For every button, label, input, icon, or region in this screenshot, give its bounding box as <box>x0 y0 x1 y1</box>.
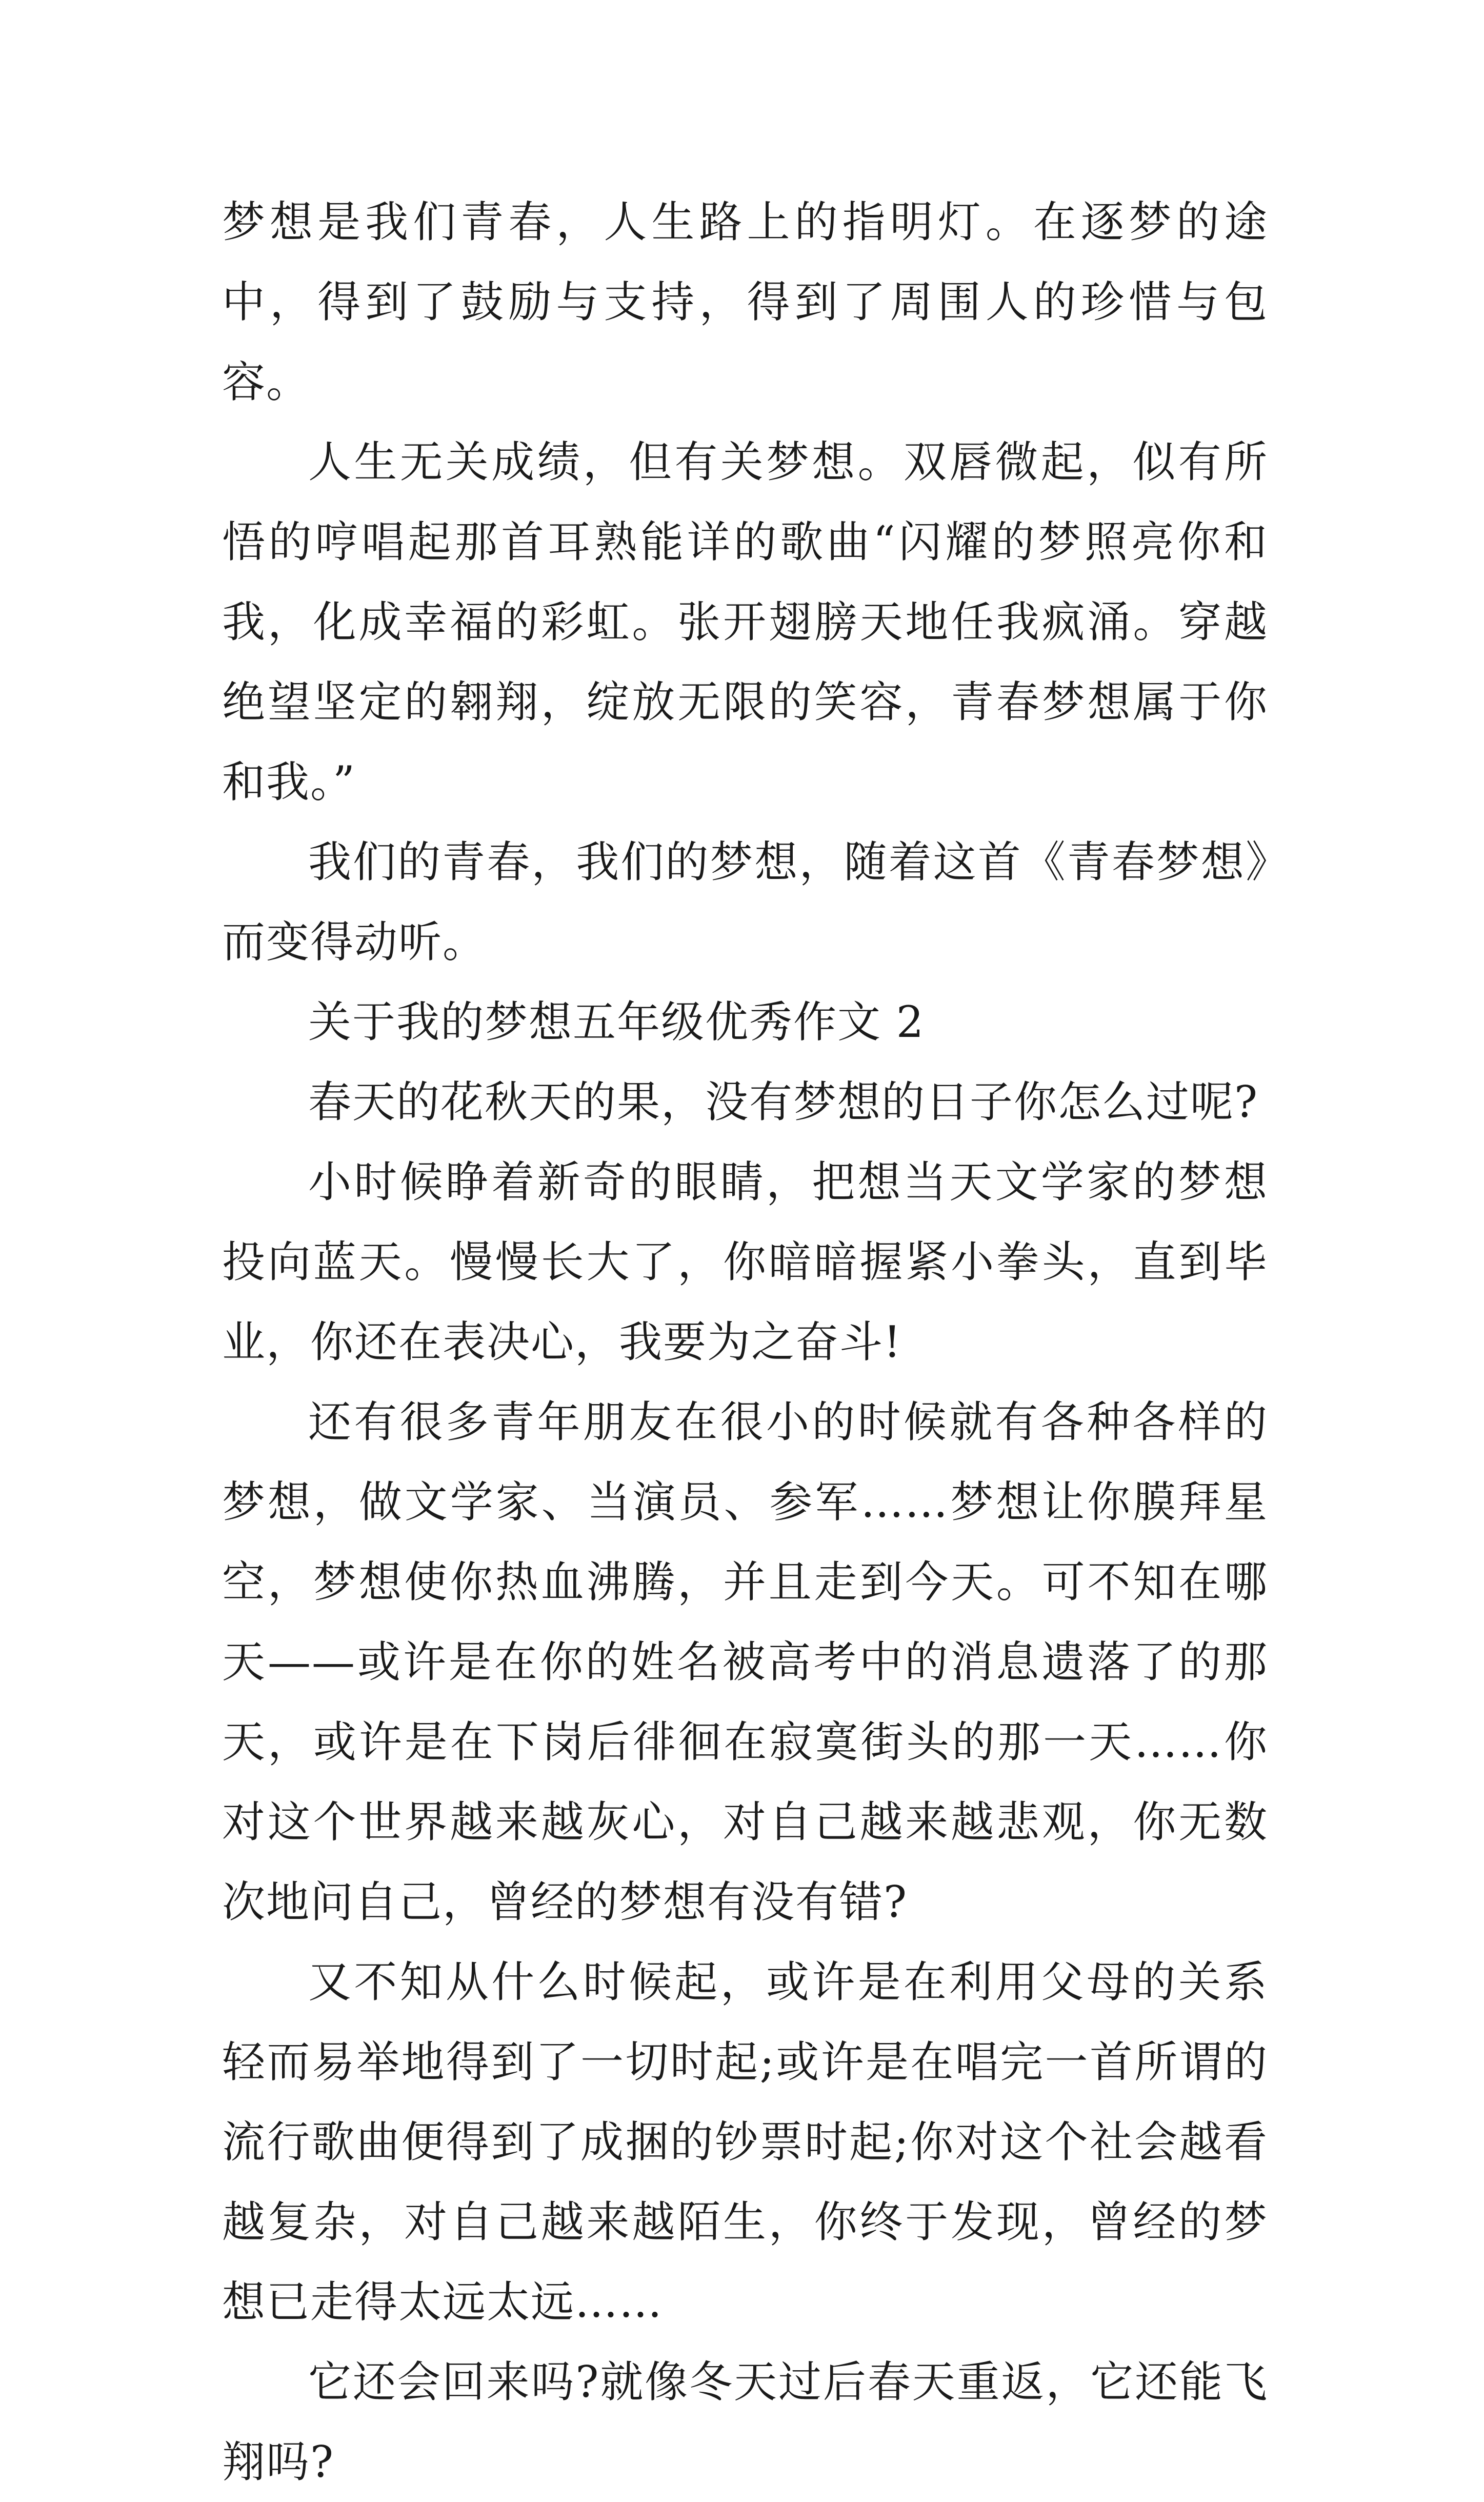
paragraph: 小时候睁着新奇的眼睛，把想当天文学家的梦想投向蓝天。慢慢长大了，你暗暗握紧小拳头，直到毕业，你还在表决心，我要为之奋斗! <box>222 1157 1268 1367</box>
paragraph: 梦想是我们青春，人生路上的指明灯。在逐梦的途中，得到了鼓励与支持，得到了周围人的珍惜与包容。 <box>222 197 1268 407</box>
paragraph: 又不知从什么时候起，或许是在利用父母的关系轻而易举地得到了一切时起;或许是在唱完一首所谓的流行歌曲便得到了成捆的钞票时起;你对这个社会越看越复杂，对自己越来越陌生，你终于发现，曾经的梦想已走得太远太远…… <box>222 1957 1268 2327</box>
paragraph: 还有很多青年朋友在很小的时候就有各种各样的梦想，做文学家、当演员、参军……梦想让你膜拜星空，梦想使你热血沸腾，并且走到今天。可不知在哪天——或许是在你的姓名被高考中的消息遗落了的那天，或许是在下岗后徘徊在寂寞街头的那一天……你对这个世界越来越灰心，对自己越来越悲观，你无数次地问自己，曾经的梦想有没有错? <box>222 1397 1268 1927</box>
paragraph: 人生无关成绩，但有关梦想。双唇微起，似有所悟的哼唱起那首耳熟能详的歌曲“闪耀的梦照亮你和我，化成幸福的彩虹。张开翅膀天地任我疯涌。穿越绝望坚定的翱翔，绽放无限的笑容，青春梦想属于你和我。” <box>222 437 1268 807</box>
paragraph: 春天的花秋天的果，没有梦想的日子你怎么过呢? <box>308 1077 1259 1127</box>
paragraph: 它还会回来吗?就像冬天过后春天重返，它还能飞翔吗? <box>222 2357 1268 2487</box>
article-body <box>222 182 1268 2502</box>
section-heading: 关于我的梦想五年级优秀作文 2 <box>308 997 925 1047</box>
paragraph: 我们的青春，我们的梦想，随着这首《青春梦想》而变得动听。 <box>222 837 1268 967</box>
